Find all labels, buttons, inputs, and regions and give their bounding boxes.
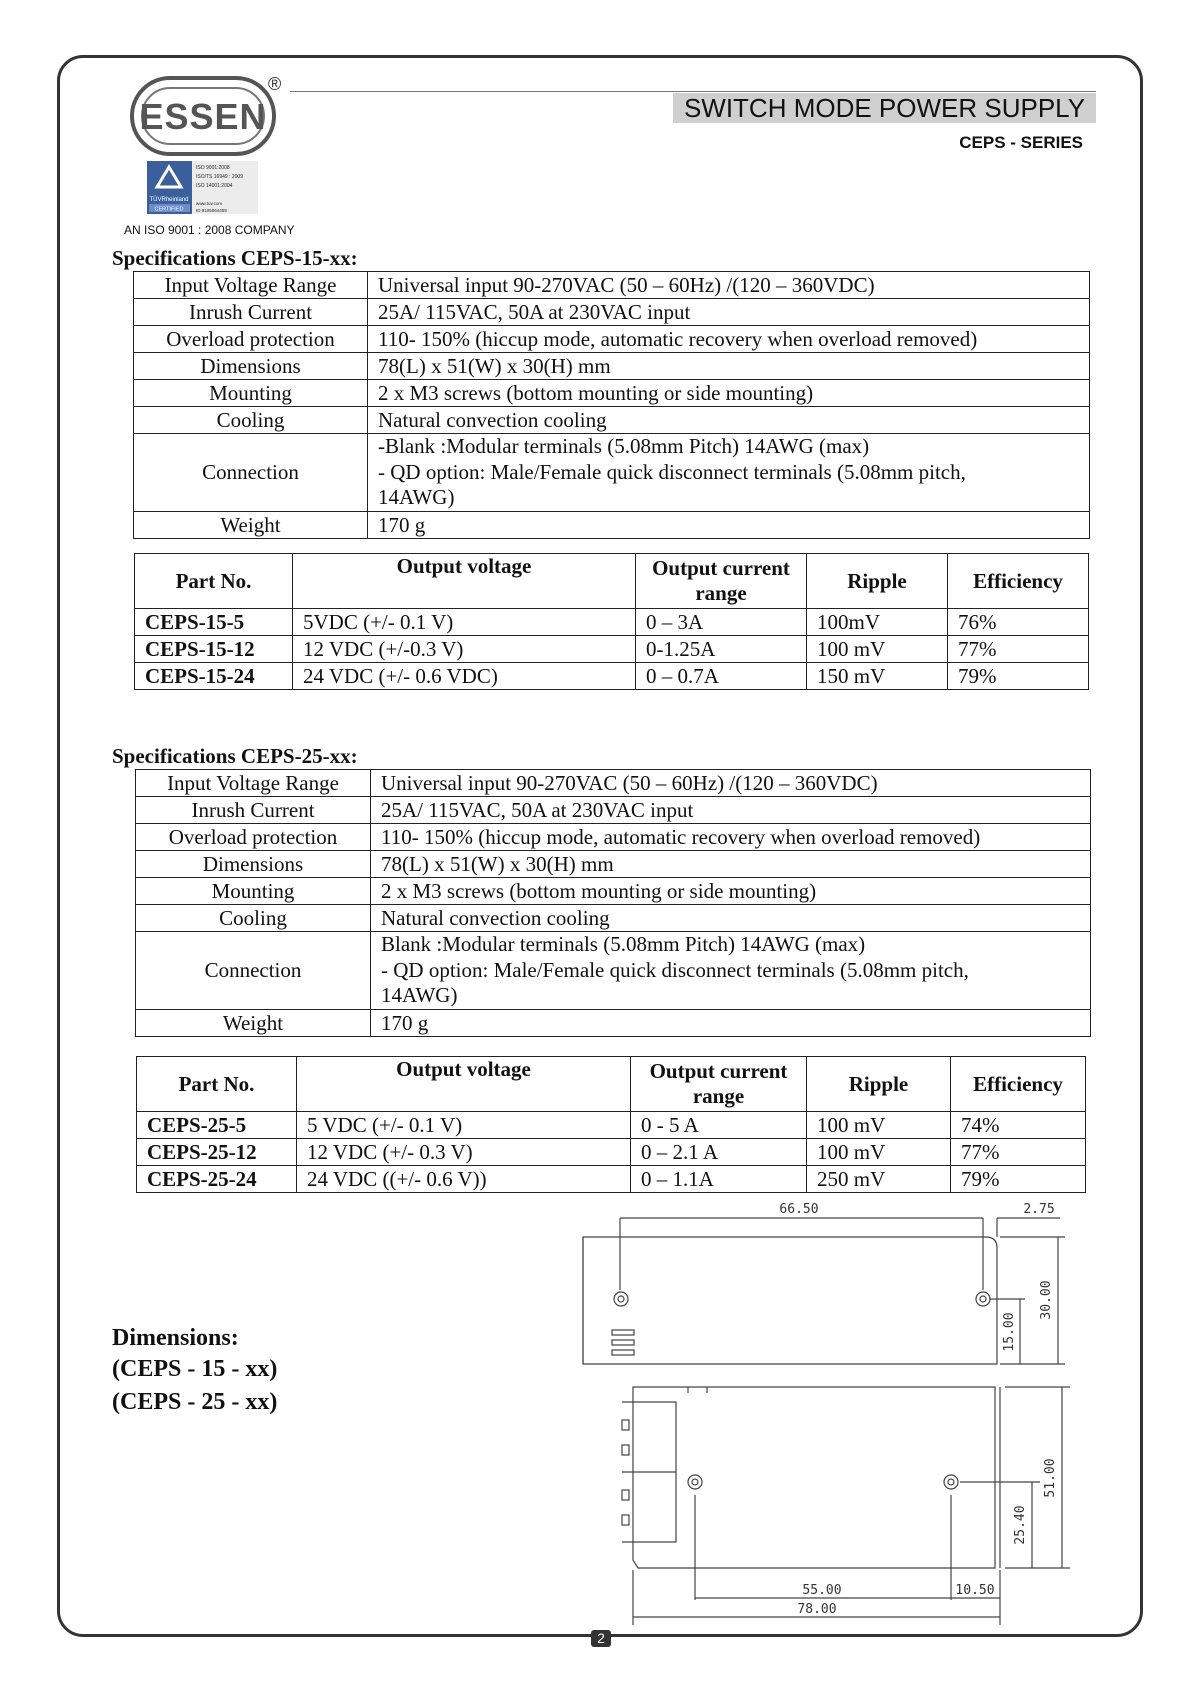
parts15-table [134,553,1089,690]
dimensions-model-15: (CEPS - 15 - xx) [112,1356,278,1382]
dim-side-half: 15.00 [1002,1312,1017,1352]
essen-logo: ESSEN [130,76,276,156]
table-row: CEPS-25-5 5 VDC (+/- 0.1 V) 0 - 5 A 100 mV 74% [137,1112,1086,1139]
table-row: Dimensions 78(L) x 51(W) x 30(H) mm [136,851,1091,878]
header-rule [290,91,1096,92]
table-row: Weight 170 g [136,1009,1091,1036]
svg-text:ISO/TS 16949 : 2009: ISO/TS 16949 : 2009 [196,174,243,180]
table-row: Mounting 2 x M3 screws (bottom mounting or side mounting) [136,878,1091,905]
table-row: Cooling Natural convection cooling [134,407,1090,434]
table-row: Dimensions 78(L) x 51(W) x 30(H) mm [134,353,1090,380]
table-row: Input Voltage Range Universal input 90-270VAC (50 – 60Hz) /(120 – 360VDC) [134,272,1090,299]
table-row: CEPS-25-24 24 VDC ((+/- 0.6 V)) 0 – 1.1A 250 mV 79% [137,1166,1086,1193]
dim-top-offset: 2.75 [1023,1202,1055,1217]
svg-text:ISO 14001:2004: ISO 14001:2004 [196,183,233,189]
table-row: Overload protection 110- 150% (hiccup mode, automatic recovery when overload removed) [136,824,1091,851]
iso-company-label: AN ISO 9001 : 2008 COMPANY [124,223,295,237]
series-label: CEPS - SERIES [959,133,1083,152]
table-row: CEPS-15-12 12 VDC (+/-0.3 V) 0-1.25A 100 mV 77% [135,636,1089,663]
dimensions-heading: Dimensions: [112,1325,239,1351]
page-number: 2 [591,1630,611,1647]
tuv-certification-badge [147,161,258,214]
svg-text:ID 9105064459: ID 9105064459 [196,208,227,213]
dimension-drawing [560,1195,1080,1630]
dim-bottom-half: 25.40 [1013,1505,1028,1545]
svg-text:CERTIFIED: CERTIFIED [154,206,184,213]
dimensions-model-25: (CEPS - 25 - xx) [112,1389,278,1415]
table-row: Inrush Current 25A/ 115VAC, 50A at 230VAC input [134,299,1090,326]
dim-top-width: 66.50 [779,1202,819,1217]
table-row: CEPS-15-5 5VDC (+/- 0.1 V) 0 – 3A 100mV 76% [135,609,1089,636]
document-title: SWITCH MODE POWER SUPPLY [673,93,1096,123]
table-row: Mounting 2 x M3 screws (bottom mounting or side mounting) [134,380,1090,407]
registered-mark: ® [268,74,282,94]
table-row: Connection -Blank :Modular terminals (5.08mm Pitch) 14AWG (max) - QD option: Male/Female quick disconnect terminals (5.08mm pitch, 14AWG) [134,434,1090,512]
table-row: Overload protection 110- 150% (hiccup mode, automatic recovery when overload removed) [134,326,1090,353]
table-row: Connection Blank :Modular terminals (5.08mm Pitch) 14AWG (max) - QD option: Male/Female quick disconnect terminals (5.08mm pitch, 14AWG) [136,932,1091,1010]
dim-bottom-edge: 10.50 [955,1583,995,1598]
dim-bottom-height: 51.00 [1043,1458,1058,1498]
table-row: Cooling Natural convection cooling [136,905,1091,932]
table-row: Input Voltage Range Universal input 90-270VAC (50 – 60Hz) /(120 – 360VDC) [136,770,1091,797]
spec15-table [133,271,1090,539]
dim-hole-span: 55.00 [802,1583,842,1598]
dim-overall-length: 78.00 [797,1602,837,1617]
table-row: Inrush Current 25A/ 115VAC, 50A at 230VAC input [136,797,1091,824]
table-header-row: Part No. Output voltage Output current range Ripple Efficiency [135,554,1089,609]
table-header-row: Part No. Output voltage Output current range Ripple Efficiency [137,1057,1086,1112]
table-row: Weight 170 g [134,511,1090,538]
parts25-table [136,1056,1086,1193]
svg-text:www.tuv.com: www.tuv.com [196,201,223,206]
table-row: CEPS-15-24 24 VDC (+/- 0.6 VDC) 0 – 0.7A 150 mV 79% [135,663,1089,690]
spec25-table [135,769,1091,1037]
spec15-title: Specifications CEPS-15-xx: [112,246,358,270]
svg-text:ISO 9001:2008: ISO 9001:2008 [196,165,230,171]
dim-side-height: 30.00 [1039,1280,1054,1320]
svg-text:TÜVRheinland: TÜVRheinland [149,197,189,203]
spec25-title: Specifications CEPS-25-xx: [112,744,358,768]
table-row: CEPS-25-12 12 VDC (+/- 0.3 V) 0 – 2.1 A 100 mV 77% [137,1139,1086,1166]
